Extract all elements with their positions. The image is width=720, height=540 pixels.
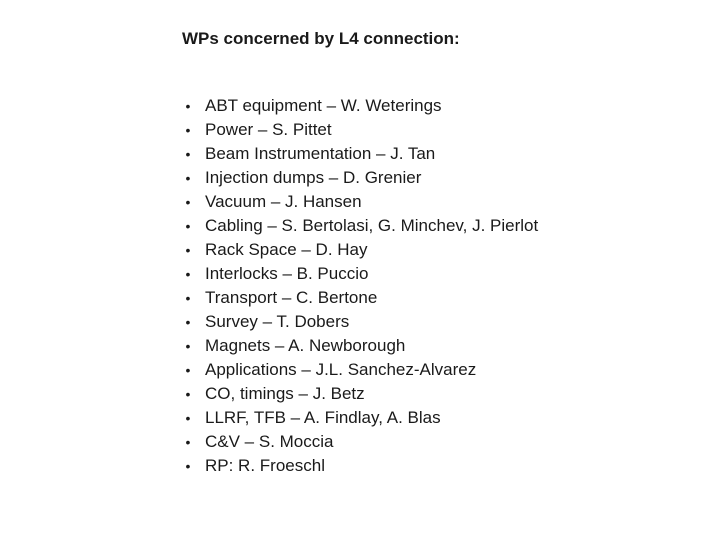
slide-title: WPs concerned by L4 connection: — [182, 29, 460, 48]
list-item-text: Magnets – A. Newborough — [205, 336, 406, 355]
bullet-icon: • — [185, 410, 191, 426]
wp-bullet-list — [182, 94, 538, 478]
bullet-icon: • — [185, 122, 191, 138]
list-item-text: Vacuum – J. Hansen — [205, 192, 362, 211]
list-item — [182, 94, 538, 118]
list-item — [182, 430, 538, 454]
bullet-icon: • — [185, 434, 191, 450]
list-item-text: Cabling – S. Bertolasi, G. Minchev, J. Pierlot — [205, 216, 539, 235]
bullet-icon: • — [185, 194, 191, 210]
bullet-icon: • — [185, 170, 191, 186]
bullet-icon: • — [185, 338, 191, 354]
bullet-icon: • — [185, 242, 191, 258]
list-item — [182, 406, 538, 430]
bullet-icon: • — [185, 218, 191, 234]
list-item — [182, 118, 538, 142]
list-item-text: Interlocks – B. Puccio — [205, 264, 369, 283]
bullet-icon: • — [185, 266, 191, 282]
list-item — [182, 190, 538, 214]
list-item-text: C&V – S. Moccia — [205, 432, 334, 451]
list-item — [182, 310, 538, 334]
bullet-icon: • — [185, 458, 191, 474]
bullet-icon: • — [185, 146, 191, 162]
bullet-icon: • — [185, 386, 191, 402]
list-item — [182, 286, 538, 310]
list-item-text: LLRF, TFB – A. Findlay, A. Blas — [205, 408, 441, 427]
list-item-text: ABT equipment – W. Weterings — [205, 96, 442, 115]
list-item — [182, 214, 538, 238]
list-item-text: Injection dumps – D. Grenier — [205, 168, 422, 187]
list-item — [182, 454, 538, 478]
bullet-icon: • — [185, 362, 191, 378]
list-item — [182, 334, 538, 358]
list-item — [182, 358, 538, 382]
list-item-text: Rack Space – D. Hay — [205, 240, 368, 259]
list-item-text: Beam Instrumentation – J. Tan — [205, 144, 436, 163]
list-item-text: CO, timings – J. Betz — [205, 384, 365, 403]
list-item-text: Power – S. Pittet — [205, 120, 332, 139]
list-item — [182, 238, 538, 262]
bullet-icon: • — [185, 290, 191, 306]
list-item — [182, 142, 538, 166]
list-item — [182, 382, 538, 406]
bullet-icon: • — [185, 314, 191, 330]
list-item-text: Transport – C. Bertone — [205, 288, 378, 307]
bullet-icon: • — [185, 98, 191, 114]
list-item-text: RP: R. Froeschl — [205, 456, 325, 475]
list-item — [182, 166, 538, 190]
list-item — [182, 262, 538, 286]
list-item-text: Survey – T. Dobers — [205, 312, 350, 331]
list-item-text: Applications – J.L. Sanchez-Alvarez — [205, 360, 477, 379]
